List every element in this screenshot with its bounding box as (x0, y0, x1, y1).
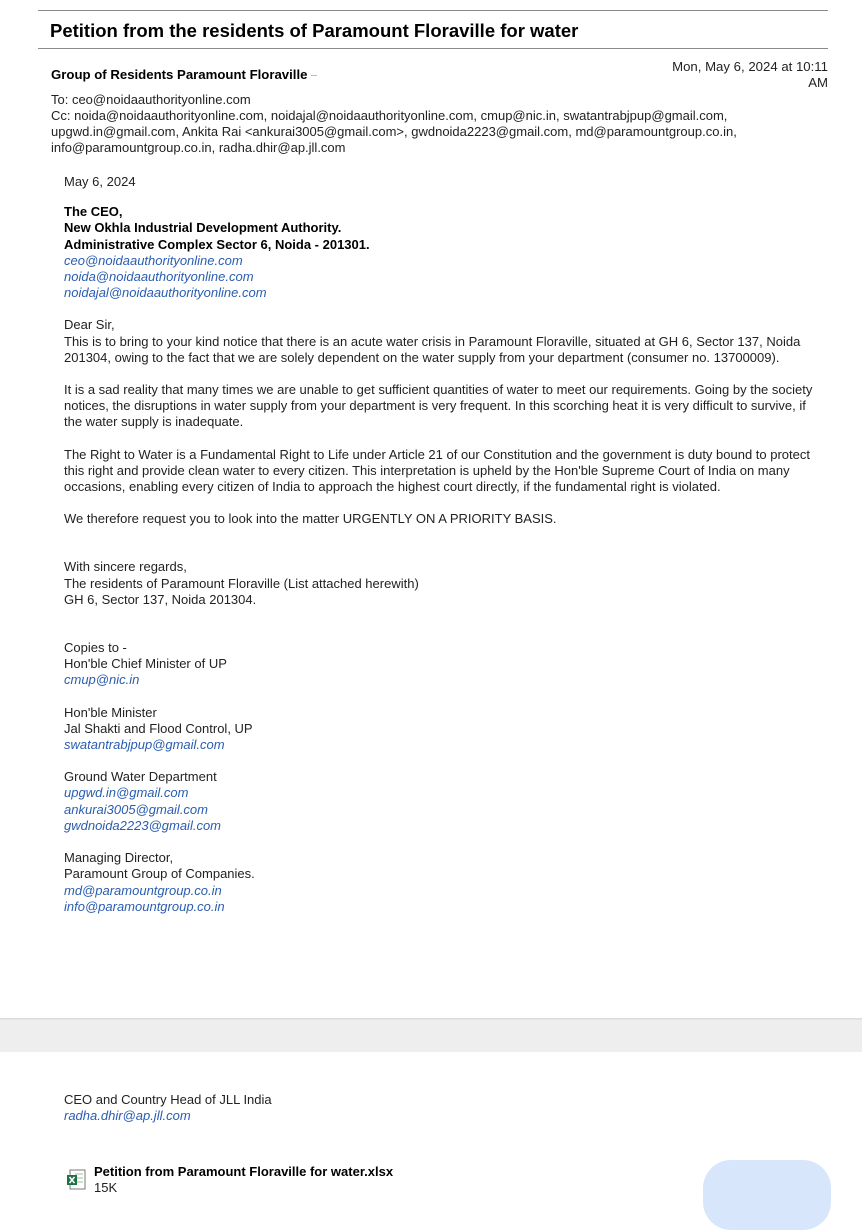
date-line-1: Mon, May 6, 2024 at 10:11 (672, 59, 828, 74)
letter-date: May 6, 2024 (64, 174, 136, 189)
copy-line: Hon'ble Chief Minister of UP (64, 656, 227, 672)
cc-line: Cc: noida@noidaauthorityonline.com, noidajal@noidaauthorityonline.com, cmup@nic.in, swatantrabjpup@gmail.com, (51, 108, 728, 123)
addressee-line: New Okhla Industrial Development Authority. (64, 220, 342, 236)
sender-name[interactable] (51, 67, 317, 82)
closing-line: GH 6, Sector 137, Noida 201304. (64, 591, 257, 607)
addressee-block (64, 204, 819, 253)
email-link[interactable]: md@paramountgroup.co.in (64, 882, 222, 898)
email-link[interactable]: ankurai3005@gmail.com (64, 801, 208, 817)
sender-separator (311, 75, 317, 76)
to-field: To: ceo@noidaauthorityonline.com (51, 92, 251, 107)
addressee-line: Administrative Complex Sector 6, Noida - 201301. (64, 236, 370, 252)
letter-body (64, 174, 819, 915)
copy-line: Jal Shakti and Flood Control, UP (64, 720, 253, 736)
cc-line: upgwd.in@gmail.com, Ankita Rai <ankurai3005@gmail.com>, gwdnoida2223@gmail.com, md@paramountgroup.co.in, (51, 124, 737, 139)
copy-line: Managing Director, (64, 850, 174, 866)
cc-field (51, 108, 831, 156)
date-line-2: AM (808, 75, 828, 90)
copy-recipient (64, 656, 819, 688)
email-subject: Petition from the residents of Paramount Floraville for water (50, 20, 579, 41)
closing-line: The residents of Paramount Floraville (List attached herewith) (64, 575, 419, 591)
attachment-name: Petition from Paramount Floraville for water.xlsx (94, 1164, 394, 1179)
copy-line: Hon'ble Minister (64, 704, 157, 720)
copy-recipient (64, 769, 819, 834)
attachment-size: 15K (94, 1180, 118, 1195)
salutation: Dear Sir, (64, 317, 115, 333)
addressee-emails (64, 253, 819, 302)
email-link[interactable]: gwdnoida2223@gmail.com (64, 817, 222, 833)
email-link[interactable]: noidajal@noidaauthorityonline.com (64, 285, 267, 301)
closing-block (64, 559, 819, 608)
copy-line: Ground Water Department (64, 769, 217, 785)
copy-line: CEO and Country Head of JLL India (64, 1092, 272, 1107)
paragraph-3: The Right to Water is a Fundamental Right to Life under Article 21 of our Constitution and the government is duty bound to protect this right and provide clean water to every citizen. This interpretation is upheld by the Hon'ble Supreme Court of India on many occasions, enabling every citizen of India to approach the highest court directly, if the fundamental right is violated. (64, 446, 810, 495)
floating-action-button[interactable] (703, 1160, 831, 1230)
copy-line: Paramount Group of Companies. (64, 866, 255, 882)
sender-label: Group of Residents Paramount Floraville (51, 67, 308, 82)
email-link[interactable]: info@paramountgroup.co.in (64, 898, 225, 914)
paragraph-2: It is a sad reality that many times we are unable to get sufficient quantities of water to meet our requirements. Going by the society notices, the disruptions in water supply from your department is very frequent. In this scorching heat it is very difficult to survive, if the water supply is inadequate. (64, 382, 813, 430)
copies-heading: Copies to - (64, 640, 127, 656)
spreadsheet-file-icon (67, 1169, 87, 1191)
email-link[interactable]: upgwd.in@gmail.com (64, 785, 189, 801)
email-link[interactable]: radha.dhir@ap.jll.com (64, 1108, 191, 1124)
email-link[interactable]: swatantrabjpup@gmail.com (64, 737, 225, 753)
email-link[interactable]: noida@noidaauthorityonline.com (64, 269, 254, 285)
cc-line: info@paramountgroup.co.in, radha.dhir@ap.jll.com (51, 140, 346, 155)
paragraph-1: This is to bring to your kind notice that there is an acute water crisis in Paramount Floraville, situated at GH 6, Sector 137, Noida 201304, owing to the fact that we are solely dependent on the water supply from your department (consumer no. 13700009). (64, 333, 801, 365)
subject-divider (38, 48, 828, 49)
copy-recipient (64, 850, 819, 915)
email-link[interactable]: ceo@noidaauthorityonline.com (64, 252, 243, 268)
copy-recipient (64, 1092, 272, 1124)
addressee-line: The CEO, (64, 204, 123, 220)
closing-line: With sincere regards, (64, 559, 187, 575)
copy-recipient (64, 705, 819, 754)
email-link[interactable]: cmup@nic.in (64, 672, 140, 688)
page-break (0, 1020, 862, 1052)
paragraph-4: We therefore request you to look into the matter URGENTLY ON A PRIORITY BASIS. (64, 511, 557, 527)
email-date (628, 59, 828, 91)
top-divider (38, 10, 828, 11)
